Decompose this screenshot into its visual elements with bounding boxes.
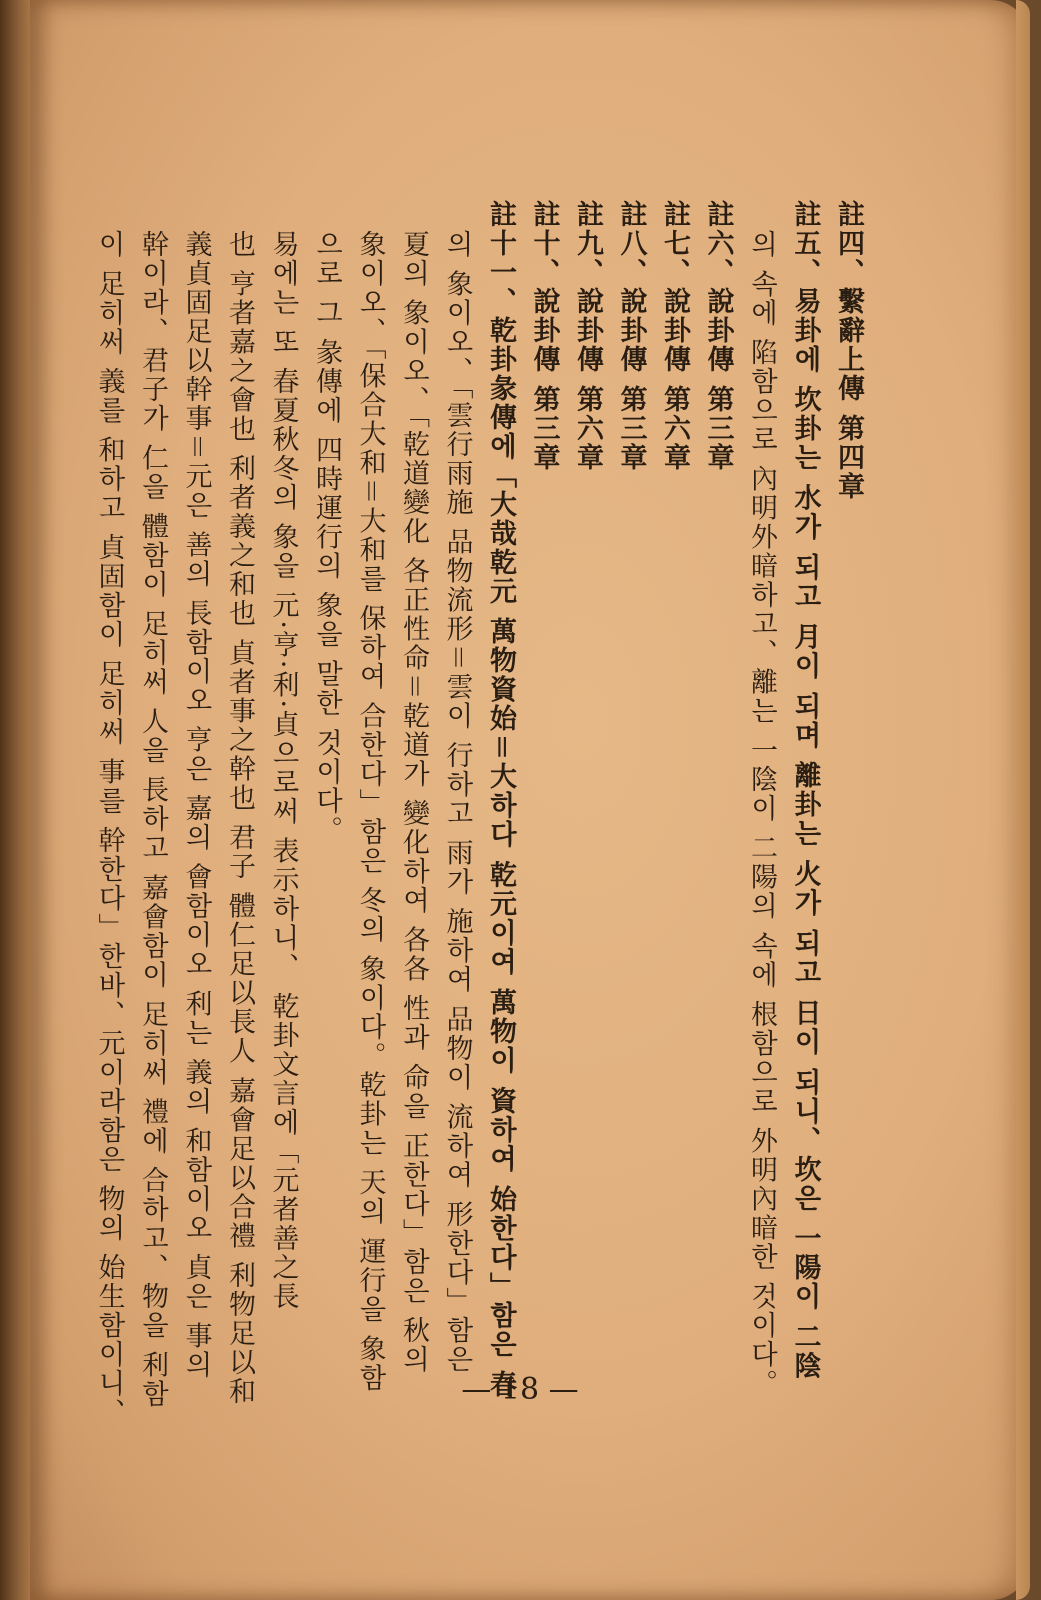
text-line: 註十一、乾卦彖傳에「大哉乾元 萬物資始＝大하다 乾元이여 萬物이 資하여 始한다」함은 春 — [485, 200, 516, 1400]
text-line: 義貞固足以幹事＝元은 善의 長함이오 亨은 嘉의 會함이오 利는 義의 和함이오 貞은 事의 — [180, 230, 212, 1380]
text-line: 이 足히써 義를 和하고 貞固함이 足히써 事를 幹한다」한바、元이라함은 物의 始生함이니、 — [93, 230, 125, 1428]
text-line: 의 象이오、「雲行雨施 品物流形＝雲이 行하고 雨가 施하여 品物이 流하여 形한다」함은 — [441, 230, 473, 1375]
book-binding — [0, 0, 30, 1600]
page-number: — 18 — — [461, 1372, 579, 1407]
text-line: 註九、說卦傳 第六章 — [572, 200, 603, 473]
text-line: 夏의 象이오、「乾道變化 各正性命＝乾道가 變化하여 各各 性과 命을 正한다」함은 秋의 — [398, 230, 429, 1375]
text-line: 註四、繫辭上傳 第四章 — [833, 200, 864, 502]
page-edge — [1016, 0, 1030, 1600]
text-line: 의 속에 陷함으로 內明外暗하고、離는 一陰이 二陽의 속에 根함으로 外明內暗한 것이다。 — [746, 230, 777, 1399]
text-line: 註六、說卦傳 第三章 — [702, 200, 734, 473]
text-line: 幹이라、君子가 仁을 體함이 足히써 人을 長하고 嘉會함이 足히써 禮에 合하고、物을 利함 — [137, 230, 168, 1409]
text-line: 註八、說卦傳 第三章 — [615, 200, 647, 473]
text-line: 註五、易卦에 坎卦는 水가 되고 月이 되며 離卦는 火가 되고 日이 되니、坎은 一陽이 二陰 — [789, 200, 821, 1381]
text-line: 으로 그 彖傳에 四時運行의 象을 말한 것이다。 — [311, 230, 342, 845]
text-line: 也 亨者嘉之會也 利者義之和也 貞者事之幹也 君子 體仁足以長人 嘉會足以合禮 利物足以和 — [224, 230, 255, 1407]
text-line: 易에는 또 春夏秋冬의 象을 元·亨·利·貞으로써 表示하니、 乾卦文言에「元者善之長 — [267, 230, 299, 1312]
text-line: 象이오、「保合大和＝大和를 保하여 合한다」함은 冬의 象이다。乾卦는 天의 運行을 象함 — [354, 230, 386, 1393]
text-line: 註十、說卦傳 第三章 — [528, 200, 560, 473]
text-line: 註七、說卦傳 第六章 — [659, 200, 690, 473]
